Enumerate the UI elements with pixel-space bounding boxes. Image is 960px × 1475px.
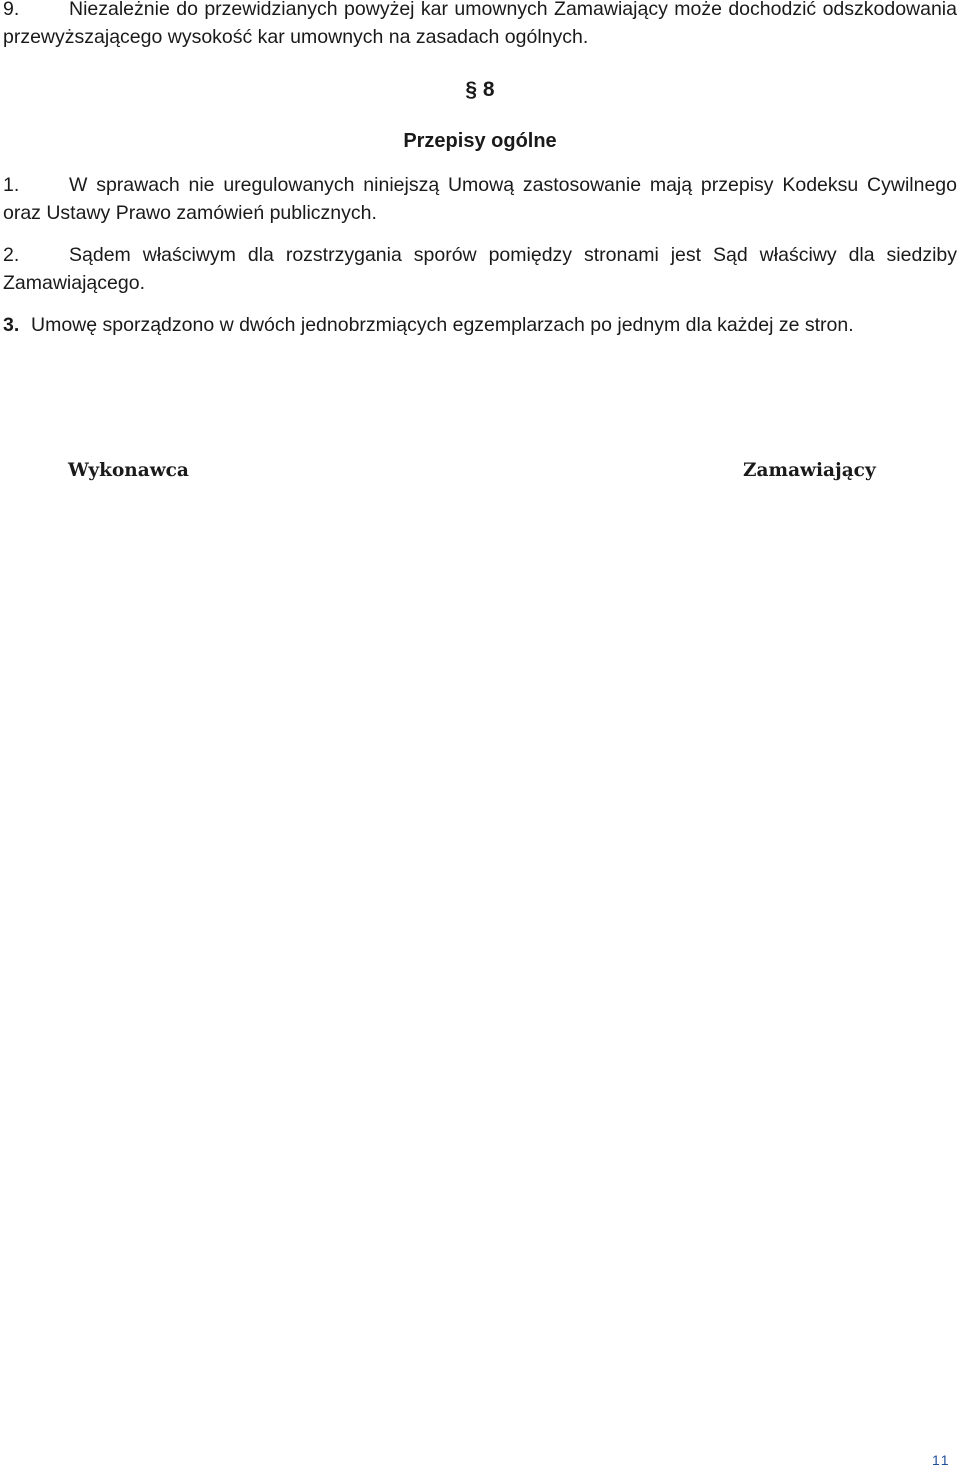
paragraph-text: Niezależnie do przewidzianych powyżej kar umownych Zamawiający może dochodzić odszkodowania przewyższającego wysokość kar umownych na zasadach ogólnych.	[3, 0, 957, 48]
paragraph-text: Umowę sporządzono w dwóch jednobrzmiących egzemplarzach po jednym dla każdej ze stron.	[31, 314, 854, 336]
paragraph-number: 1.	[3, 174, 20, 196]
paragraph-3	[3, 311, 957, 339]
paragraph-number: 2.	[3, 244, 20, 266]
signature-contractor: Wykonawca	[68, 460, 189, 481]
section-title: Przepisy ogólne	[403, 130, 557, 152]
section-sign: § 8	[465, 78, 495, 101]
paragraph-text: W sprawach nie uregulowanych niniejszą Umową zastosowanie mają przepisy Kodeksu Cywilnego oraz Ustawy Prawo zamówień publicznych.	[3, 174, 957, 224]
paragraph-text: Sądem właściwym dla rozstrzygania sporów pomiędzy stronami jest Sąd właściwy dla siedziby Zamawiającego.	[3, 244, 957, 294]
paragraph-9	[3, 0, 957, 51]
paragraph-2	[3, 241, 957, 297]
paragraph-1	[3, 171, 957, 227]
page-number: 11	[932, 1452, 951, 1468]
signature-client: Zamawiający	[743, 460, 876, 481]
paragraph-number: 9.	[3, 0, 20, 20]
paragraph-number: 3.	[3, 314, 20, 336]
